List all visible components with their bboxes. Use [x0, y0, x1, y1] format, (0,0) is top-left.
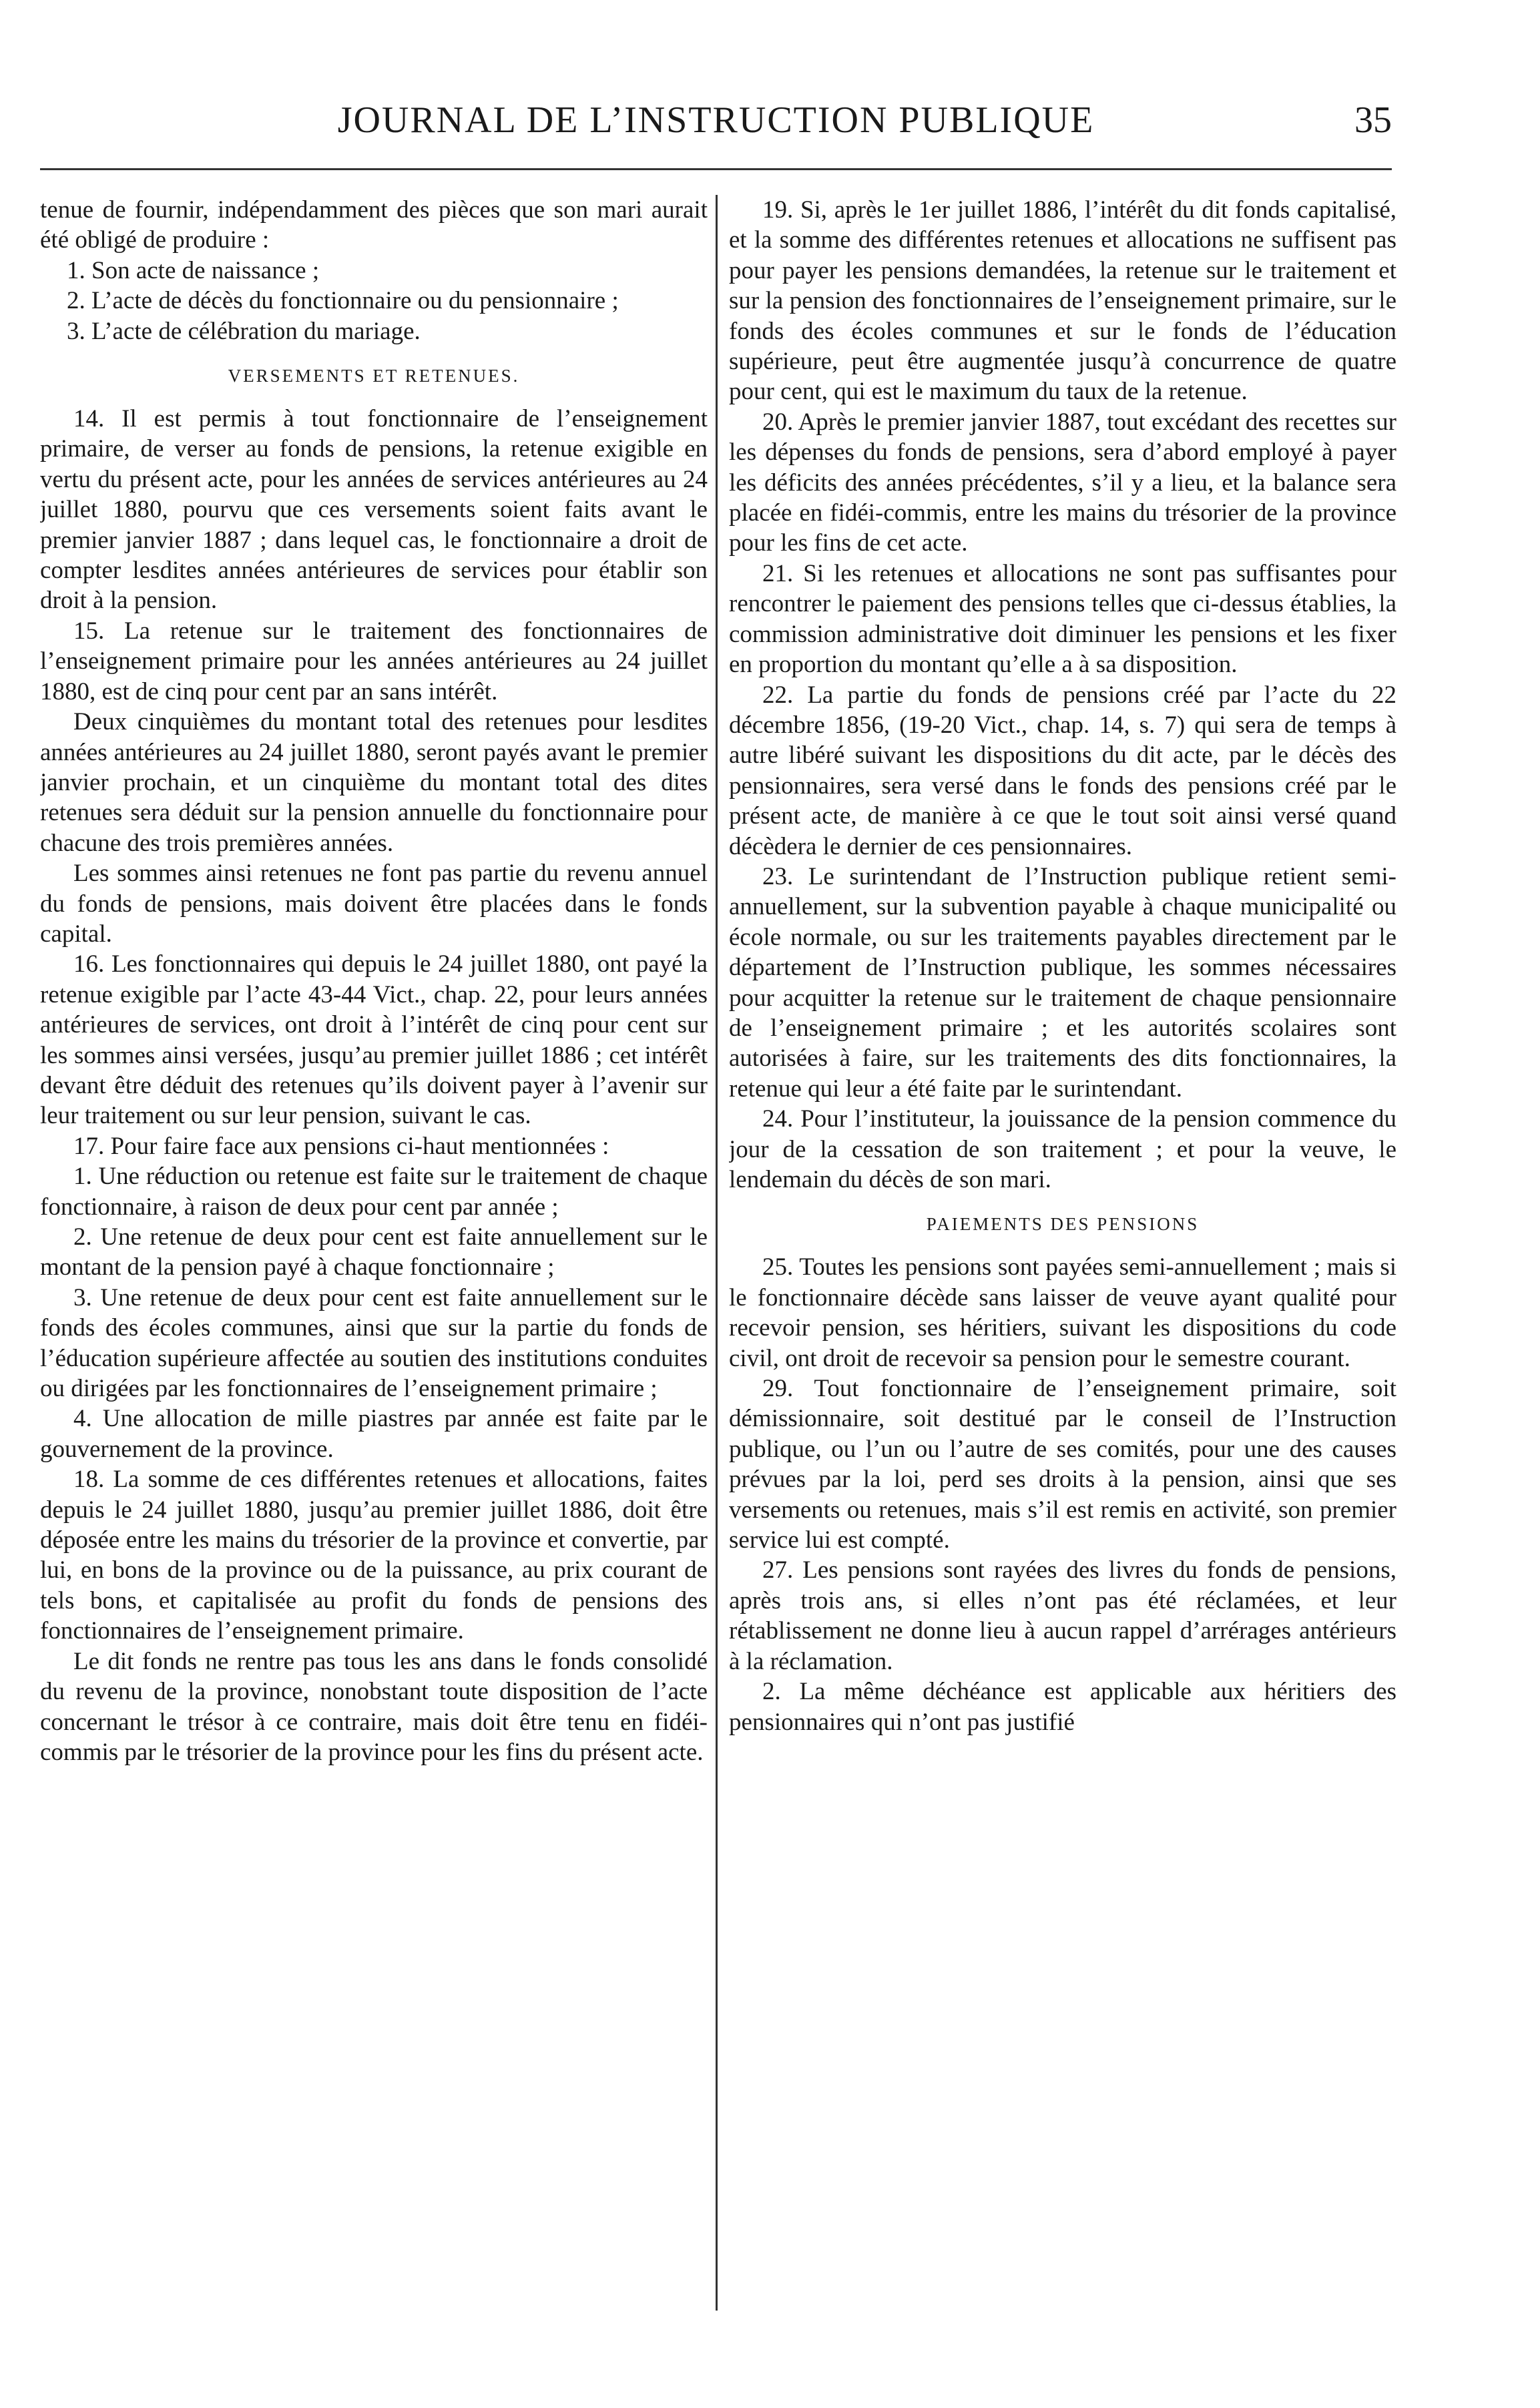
paragraph: 14. Il est permis à tout fonctionnaire de l’enseignement primaire, de verser au fonds de pensions, la retenue exigible en vertu du présent acte, pour les années de services antérieures au 24 juillet 1880, pourvu que ces versements soient faits avant le premier janvier 1887 ; dans lequel cas, le fonctionnaire a droit de compter lesdites années antérieures de services pour établir son droit à la pension.: [40, 405, 708, 615]
list-item: 1. Son acte de naissance ;: [67, 256, 320, 284]
paragraph: 4. Une allocation de mille piastres par année est faite par le gouvernement de la province.: [40, 1405, 708, 1463]
left-column: [40, 195, 708, 2311]
paragraph: 18. La somme de ces différentes retenues et allocations, faites depuis le 24 juillet 1880, jusqu’au premier juillet 1886, doit être déposée entre les mains du trésorier de la province et convertie, par lui, en bons de la province ou de la puissance, au prix courant de tels bons, et capitalisée au profit du fonds de pensions des fonctionnaires de l’enseignement primaire.: [40, 1466, 708, 1645]
section-heading: PAIEMENTS DES PENSIONS: [926, 1214, 1200, 1235]
section-heading: VERSEMENTS ET RETENUES.: [228, 366, 520, 386]
column-divider: [716, 195, 718, 2311]
paragraph: 24. Pour l’instituteur, la jouissance de la pension commence du jour de la cessation de son traitement ; et pour la veuve, le lendemain du décès de son mari.: [729, 1105, 1396, 1193]
paragraph: 19. Si, après le 1er juillet 1886, l’intérêt du dit fonds capitalisé, et la somme des différentes retenues et allocations ne suffisent pas pour payer les pensions demandées, la retenue sur le traitement et sur la pension des fonctionnaires de l’enseignement primaire, sur le fonds des écoles communes et sur le fonds de l’éducation supérieure, peut être augmentée jusqu’à concurrence de quatre pour cent, qui est le maximum du taux de la retenue.: [729, 196, 1396, 406]
paragraph: 20. Après le premier janvier 1887, tout excédant des recettes sur les dépenses du fonds de pensions, sera d’abord employé à payer les déficits des années précédentes, s’il y a lieu, et la balance sera placée en fidéi-commis, entre les mains du trésorier de la province pour les fins de cet acte.: [729, 408, 1396, 557]
paragraph: 22. La partie du fonds de pensions créé par l’acte du 22 décembre 1856, (19-20 Vict., chap. 14, s. 7) qui sera de temps à autre libéré suivant les dispositions du dit acte, par le décès des pensionnaires, sera versé dans le fonds des pensions créé par le présent acte, de manière à ce que le tout soit ainsi versé quand décèdera le dernier de ces pensionnaires.: [729, 681, 1396, 860]
paragraph: 16. Les fonctionnaires qui depuis le 24 juillet 1880, ont payé la retenue exigible par l’acte 43-44 Vict., chap. 22, pour leurs années antérieures de services, ont droit à l’intérêt de cinq pour cent sur les sommes ainsi versées, jusqu’au premier juillet 1886 ; cet intérêt devant être déduit des retenues qu’ils doivent payer à l’avenir sur leur traitement ou sur leur pension, suivant le cas.: [40, 950, 708, 1130]
paragraph: 2. La même déchéance est applicable aux héritiers des pensionnaires qui n’ont pas justifié: [729, 1678, 1396, 1736]
page-header: [40, 93, 1392, 147]
paragraph: Deux cinquièmes du montant total des retenues pour lesdites années antérieures au 24 juillet 1880, seront payés avant le premier janvier prochain, et un cinquième du montant total des dites retenues sera déduit sur la pension annuelle du fonctionnaire pour chacune des trois premières années.: [40, 708, 708, 857]
paragraph: Les sommes ainsi retenues ne font pas partie du revenu annuel du fonds de pensions, mais doivent être placées dans le fonds capital.: [40, 860, 708, 948]
paragraph: 21. Si les retenues et allocations ne sont pas suffisantes pour rencontrer le paiement des pensions telles que ci-dessus établies, la commission administrative doit diminuer les pensions et les fixer en proportion du montant qu’elle a à sa disposition.: [729, 559, 1396, 679]
paragraph: Le dit fonds ne rentre pas tous les ans dans le fonds consolidé du revenu de la province, nonobstant toute disposition de l’acte concernant le trésor à ce contraire, mais doit être tenu en fidéi-commis par le trésorier de la province pour les fins du présent acte.: [40, 1647, 708, 1766]
paragraph: 17. Pour faire face aux pensions ci-haut mentionnées :: [73, 1132, 609, 1160]
paragraph: tenue de fournir, indépendamment des pièces que son mari aurait été obligé de produire :: [40, 196, 708, 254]
paragraph: 29. Tout fonctionnaire de l’enseignement primaire, soit démissionnaire, soit destitué par le conseil de l’Instruction publique, ou l’un ou l’autre de ses comités, pour une des causes prévues par la loi, perd ses droits à la pension, ainsi que ses versements ou retenues, mais s’il est remis en activité, son premier service lui est compté.: [729, 1375, 1396, 1554]
paragraph: 25. Toutes les pensions sont payées semi-annuellement ; mais si le fonctionnaire décède sans laisser de veuve ayant qualité pour recevoir pension, ses héritiers, suivant les dispositions du code civil, ont droit de recevoir sa pension pour le semestre courant.: [729, 1253, 1396, 1372]
paragraph: 2. Une retenue de deux pour cent est faite annuellement sur le montant de la pension payé à chaque fonctionnaire ;: [40, 1223, 708, 1281]
paragraph: 1. Une réduction ou retenue est faite sur le traitement de chaque fonctionnaire, à raison de deux pour cent par année ;: [40, 1163, 708, 1221]
paragraph: 27. Les pensions sont rayées des livres du fonds de pensions, après trois ans, si elles n’ont pas été réclamées, et leur rétablissement ne donne lieu à aucun rappel d’arrérages antérieurs à la réclamation.: [729, 1556, 1396, 1675]
right-column: [729, 195, 1396, 2311]
page-number: 35: [1354, 99, 1392, 141]
paragraph: 23. Le surintendant de l’Instruction publique retient semi-annuellement, sur la subvention payable à chaque municipalité ou école normale, ou sur les traitements payables directement par le département de l’Instruction publique, les sommes nécessaires pour acquitter la retenue sur le traitement de chaque pensionnaire de l’enseignement primaire ; et les autorités scolaires sont autorisées à faire, sur les traitements des dits fonctionnaires, la retenue qui leur a été faite par le surintendant.: [729, 862, 1396, 1103]
header-rule: [40, 168, 1392, 170]
list-item: 2. L’acte de décès du fonctionnaire ou du pensionnaire ;: [67, 287, 619, 315]
paragraph: 15. La retenue sur le traitement des fonctionnaires de l’enseignement primaire pour les années antérieures au 24 juillet 1880, est de cinq pour cent par an sans intérêt.: [40, 617, 708, 705]
running-title: JOURNAL DE L’INSTRUCTION PUBLIQUE: [337, 99, 1095, 141]
list-item: 3. L’acte de célébration du mariage.: [67, 317, 421, 345]
paragraph: 3. Une retenue de deux pour cent est faite annuellement sur le fonds des écoles communes, ainsi que sur la partie du fonds de l’éducation supérieure affectée au soutien des institutions conduites ou dirigées par les fonctionnaires de l’enseignement primaire ;: [40, 1283, 708, 1403]
